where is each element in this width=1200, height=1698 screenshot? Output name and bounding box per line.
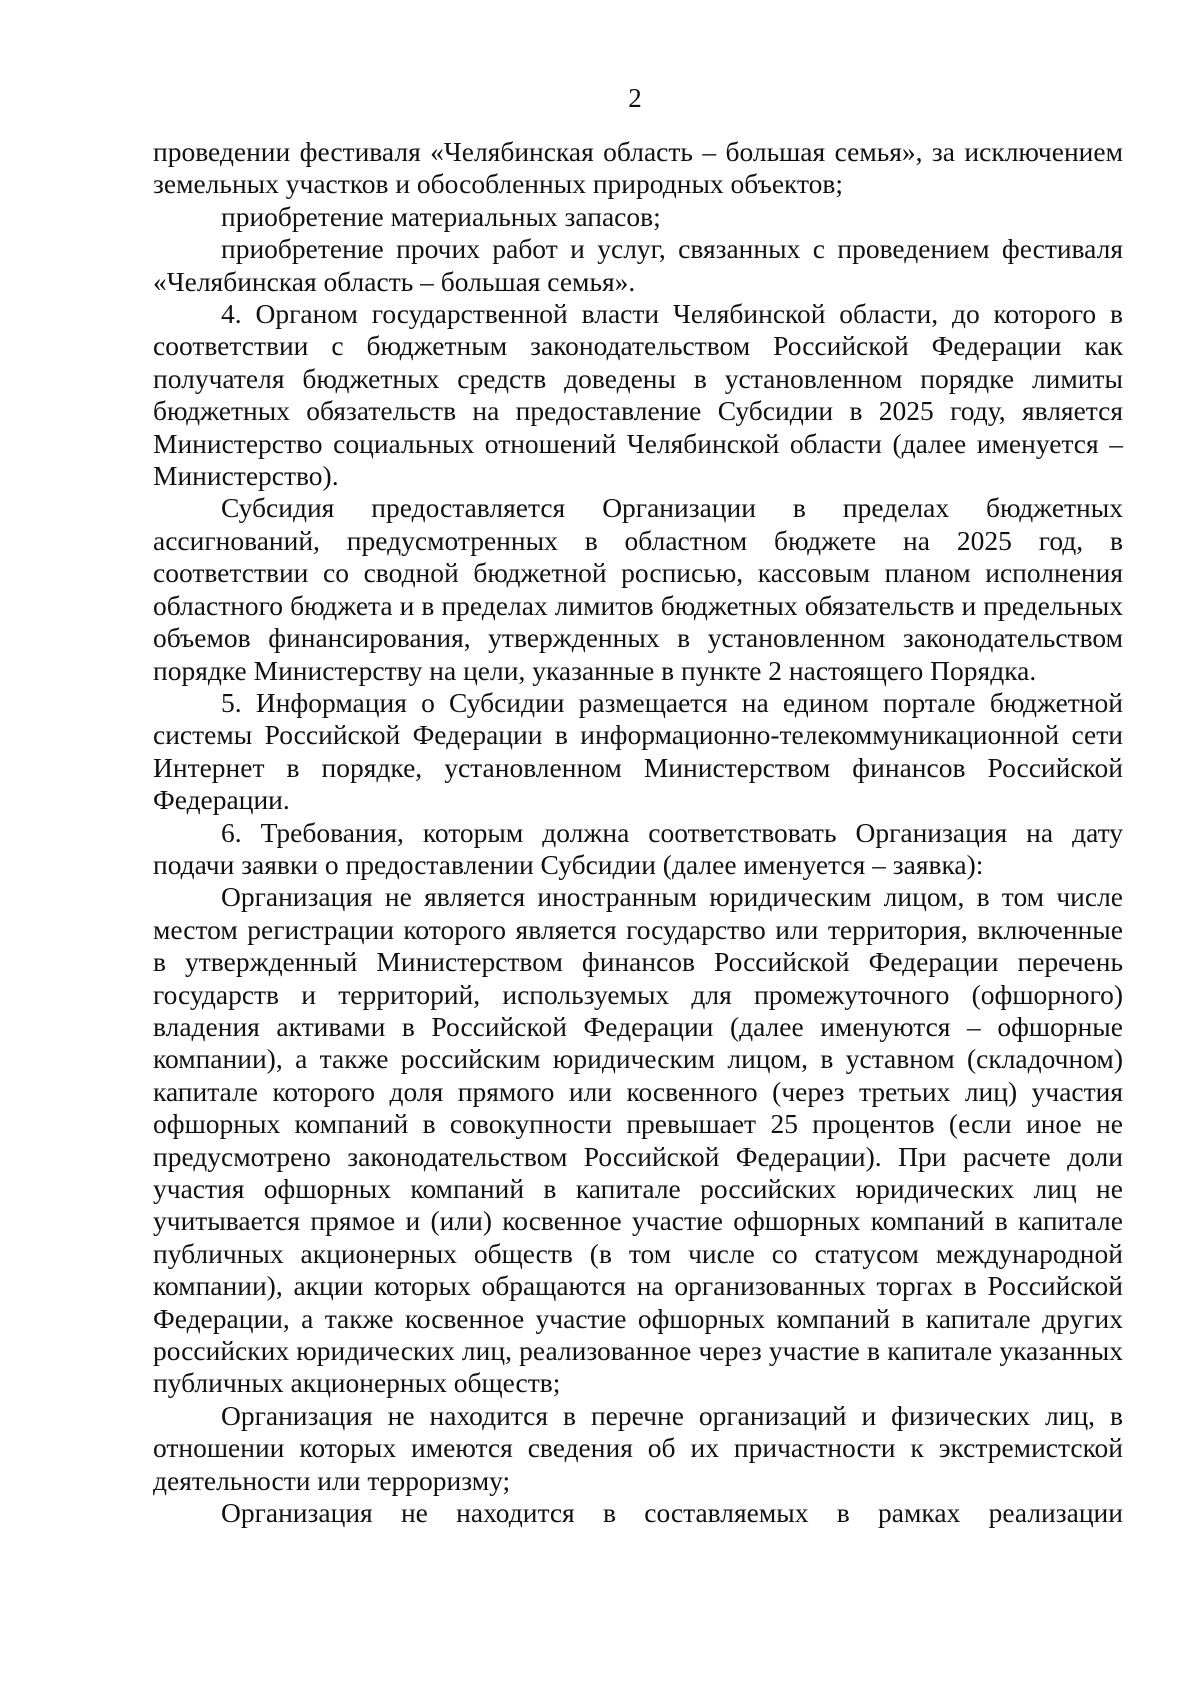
paragraph-extremism-requirement: Организация не находится в перечне организаций и физических лиц, в отношении которых имеются сведения об их причастности к экстремистской деятельности или терроризму; <box>153 1399 1123 1496</box>
paragraph-item-5: 5. Информация о Субсидии размещается на едином портале бюджетной системы Российской Федерации в информационно-телекоммуникационной сети Интернет в порядке, установленном Министерством финансов Российской Федерации. <box>153 686 1123 816</box>
paragraph-item-4: 4. Органом государственной власти Челябинской области, до которого в соответствии с бюджетным законодательством Российской Федерации как получателя бюджетных средств доведены в установленном порядке лимиты бюджетных обязательств на предоставление Субсидии в 2025 году, является Министерство социальных отношений Челябинской области (далее именуется – Министерство). <box>153 298 1123 492</box>
paragraph-material-reserves: приобретение материальных запасов; <box>221 200 661 232</box>
paragraph-lists-requirement: Организация не находится в составляемых в рамках реализации <box>221 1497 1123 1529</box>
page-number: 2 <box>628 83 642 113</box>
document-body <box>153 136 1123 1529</box>
paragraph-offshore-requirement: Организация не является иностранным юридическим лицом, в том числе местом регистрации которого является государство или территория, включенные в утвержденный Министерством финансов Российской Федерации перечень государств и территорий, используемых для промежуточного (офшорного) владения активами в Российской Федерации (далее именуются – офшорные компании), а также российским юридическим лицом, в уставном (складочном) капитале которого доля прямого или косвенного (через третьих лиц) участия офшорных компаний в совокупности превышает 25 процентов (если иное не предусмотрено законодательством Российской Федерации). При расчете доли участия офшорных компаний в капитале российских юридических лиц не учитывается прямое и (или) косвенное участие офшорных компаний в капитале публичных акционерных обществ (в том числе со статусом международной компании), акции которых обращаются на организованных торгах в Российской Федерации, а также косвенное участие офшорных компаний в капитале других российских юридических лиц, реализованное через участие в капитале указанных публичных акционерных обществ; <box>153 881 1123 1399</box>
paragraph-item-6: 6. Требования, которым должна соответствовать Организация на дату подачи заявки о предоставлении Субсидии (далее именуется – заявка): <box>153 816 1123 880</box>
paragraph-continuation: проведении фестиваля «Челябинская область – большая семья», за исключением земельных участков и обособленных природных объектов; <box>153 136 1123 200</box>
paragraph-subsidy-limits: Субсидия предоставляется Организации в пределах бюджетных ассигнований, предусмотренных в областном бюджете на 2025 год, в соответствии со сводной бюджетной росписью, кассовым планом исполнения областного бюджета и в пределах лимитов бюджетных обязательств и предельных объемов финансирования, утвержденных в установленном законодательством порядке Министерству на цели, указанные в пункте 2 настоящего Порядка. <box>153 492 1123 686</box>
paragraph-other-works: приобретение прочих работ и услуг, связанных с проведением фестиваля «Челябинская область – большая семья». <box>153 233 1123 297</box>
